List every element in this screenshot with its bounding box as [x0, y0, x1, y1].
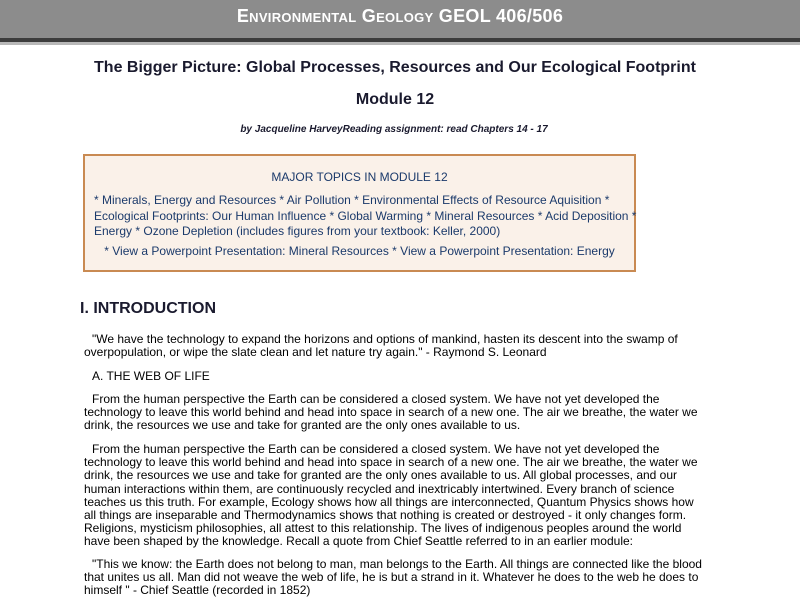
- author-byline: by Jacqueline HarveyReading assignment: read Chapters 14 - 17: [240, 124, 548, 135]
- course-title: Environmental Geology GEOL 406/506: [236, 6, 564, 26]
- quote-chief-seattle: "This we know: the Earth does not belong to man, man belongs to the Earth. All things are connected like the blood that unites us all. Man did not weave the web of life, he is but a strand in it. Whatever he does to the web he does to himself " - Chief Seattle (recorded in 1852): [84, 557, 702, 598]
- module-title: Module 12: [355, 91, 435, 108]
- quote-raymond-leonard: "We have the technology to expand the horizons and options of mankind, hasten its descent into the swamp of overpopulation, or wipe the slate clean and let nature try again." - Raymond S. Leonard: [84, 332, 678, 360]
- page-title: The Bigger Picture: Global Processes, Resources and Our Ecological Footprint: [94, 59, 696, 76]
- header-divider-light: [0, 42, 800, 45]
- paragraph-closed-system: From the human perspective the Earth can be considered a closed system. We have not yet developed the technology to leave this world behind and head into space in search of a new one. The air we breathe, the water we drink, the resources we use and take for granted are the only ones available to us.: [84, 392, 698, 433]
- paragraph-interconnection: From the human perspective the Earth can be considered a closed system. We have not yet developed the technology to leave this world behind and head into space in search of a new one. The air we breathe, the water we drink, the resources we use and take for granted are the only ones available to us. All global processes, and our human interactions within them, are continuously recycled and inextricably intertwined. Every branch of science teaches us this truth. For example, Ecology shows how all things are interconnected, Quantum Physics shows how all things are inseparable and Thermodynamics shows that nothing is created or destroyed - it only changes form. Religions, mysticism philosophies, all attest to this relationship. The lives of indigenous peoples around the world have been shaped by the knowledge. Recall a quote from Chief Seattle referred to in an earlier module:: [84, 442, 698, 549]
- topics-heading: MAJOR TOPICS IN MODULE 12: [271, 170, 448, 184]
- major-topics-box: [83, 154, 636, 272]
- topics-list: * Minerals, Energy and Resources * Air Pollution * Environmental Effects of Resource Aquisition * Ecological Footprints: Our Human Influence * Global Warming * Mineral Resources * Acid Deposition * Energy * Ozone Depletion (includes figures from your textbook: Keller, 2000): [94, 193, 637, 238]
- subheading-web-of-life: A. THE WEB OF LIFE: [92, 369, 210, 383]
- presentation-links[interactable]: * View a Powerpoint Presentation: Mineral Resources * View a Powerpoint Presentation: Energy: [104, 244, 615, 258]
- header-banner: [0, 0, 800, 38]
- section-heading-introduction: I. INTRODUCTION: [80, 300, 216, 317]
